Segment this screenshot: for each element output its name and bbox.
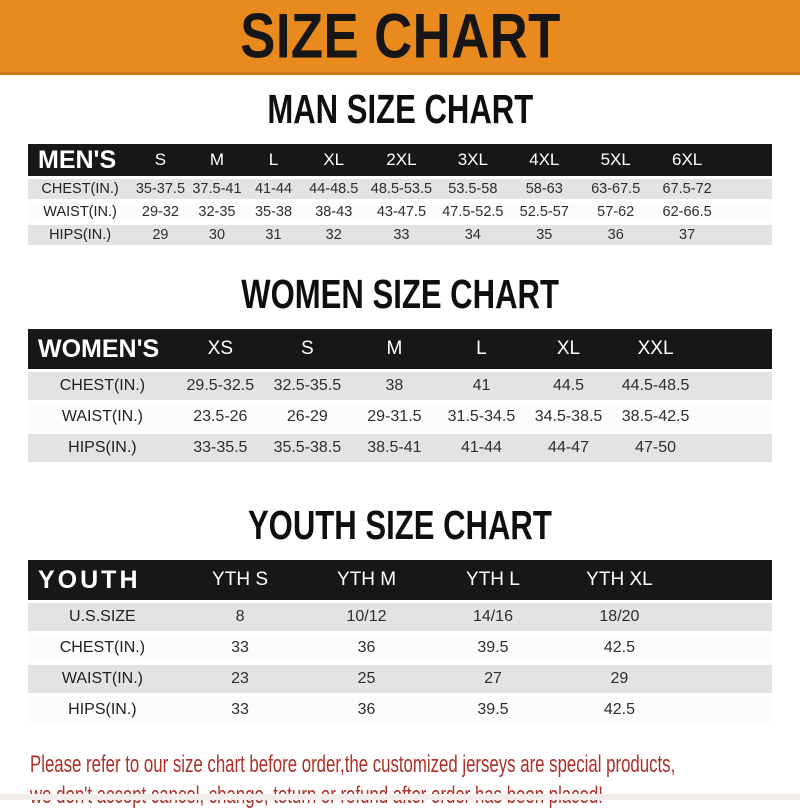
- empty-cell: [699, 403, 772, 431]
- size-value-cell: 44.5-48.5: [612, 372, 699, 400]
- size-value-cell: 8: [177, 603, 303, 631]
- order-disclaimer: [30, 749, 800, 811]
- size-value-cell: 32.5-35.5: [264, 372, 351, 400]
- size-value-cell: 10/12: [303, 603, 429, 631]
- size-value-cell: 47.5-52.5: [437, 202, 508, 222]
- size-column-header: S: [264, 329, 351, 369]
- youth-size-section: [0, 502, 800, 727]
- size-value-cell: 33-35.5: [177, 434, 264, 462]
- size-value-cell: 52.5-57: [509, 202, 580, 222]
- size-value-cell: 57-62: [580, 202, 651, 222]
- size-value-cell: 34: [437, 225, 508, 245]
- empty-cell: [723, 202, 772, 222]
- women-size-section: [0, 271, 800, 465]
- size-header-bar: [28, 560, 772, 600]
- size-column-header: 4XL: [509, 144, 580, 176]
- empty-cell: [683, 603, 772, 631]
- size-value-cell: 63-67.5: [580, 179, 651, 199]
- size-value-cell: 35.5-38.5: [264, 434, 351, 462]
- size-column-header: M: [189, 144, 246, 176]
- size-value-cell: 36: [303, 696, 429, 724]
- disclaimer-line-1: Please refer to our size chart before order,the customized jerseys are special products,: [30, 751, 676, 778]
- size-column-header: 6XL: [651, 144, 722, 176]
- size-value-cell: 44.5: [525, 372, 612, 400]
- size-value-cell: 43-47.5: [366, 202, 437, 222]
- size-value-cell: 29-32: [132, 202, 189, 222]
- table-group-label: YOUTH: [28, 560, 177, 600]
- measurement-row: [28, 696, 772, 724]
- measurement-row-label: HIPS(IN.): [28, 696, 177, 724]
- size-header-bar: [28, 144, 772, 176]
- empty-cell: [683, 665, 772, 693]
- size-value-cell: 32: [302, 225, 366, 245]
- empty-header-cell: [723, 144, 772, 176]
- size-value-cell: 18/20: [556, 603, 682, 631]
- empty-header-cell: [699, 329, 772, 369]
- size-value-cell: 58-63: [509, 179, 580, 199]
- size-value-cell: 53.5-58: [437, 179, 508, 199]
- empty-cell: [699, 434, 772, 462]
- size-column-header: 5XL: [580, 144, 651, 176]
- size-value-cell: 26-29: [264, 403, 351, 431]
- measurement-row-label: WAIST(IN.): [28, 665, 177, 693]
- women-size-table: [28, 326, 772, 465]
- size-column-header: XS: [177, 329, 264, 369]
- size-column-header: L: [245, 144, 302, 176]
- measurement-row: [28, 434, 772, 462]
- size-column-header: L: [438, 329, 525, 369]
- women-heading-text: WOMEN SIZE CHART: [241, 271, 559, 317]
- measurement-row: [28, 403, 772, 431]
- size-value-cell: 34.5-38.5: [525, 403, 612, 431]
- size-value-cell: 44-47: [525, 434, 612, 462]
- size-value-cell: 38-43: [302, 202, 366, 222]
- size-column-header: YTH S: [177, 560, 303, 600]
- size-value-cell: 36: [580, 225, 651, 245]
- size-value-cell: 36: [303, 634, 429, 662]
- size-value-cell: 23.5-26: [177, 403, 264, 431]
- size-value-cell: 35-38: [245, 202, 302, 222]
- measurement-row: [28, 202, 772, 222]
- size-value-cell: 44-48.5: [302, 179, 366, 199]
- empty-cell: [683, 696, 772, 724]
- size-value-cell: 23: [177, 665, 303, 693]
- size-value-cell: 33: [177, 696, 303, 724]
- man-section-heading: [0, 86, 800, 132]
- size-value-cell: 29-31.5: [351, 403, 438, 431]
- empty-header-cell: [683, 560, 772, 600]
- table-group-label: WOMEN'S: [28, 329, 177, 369]
- measurement-row-label: WAIST(IN.): [28, 403, 177, 431]
- measurement-row: [28, 634, 772, 662]
- size-column-header: YTH M: [303, 560, 429, 600]
- size-value-cell: 27: [430, 665, 556, 693]
- size-value-cell: 47-50: [612, 434, 699, 462]
- size-column-header: XL: [525, 329, 612, 369]
- measurement-row-label: U.S.SIZE: [28, 603, 177, 631]
- size-value-cell: 38.5-41: [351, 434, 438, 462]
- man-size-section: [0, 86, 800, 248]
- size-value-cell: 38: [351, 372, 438, 400]
- size-column-header: M: [351, 329, 438, 369]
- size-value-cell: 48.5-53.5: [366, 179, 437, 199]
- youth-size-table: [28, 557, 772, 727]
- size-value-cell: 31.5-34.5: [438, 403, 525, 431]
- measurement-row: [28, 665, 772, 693]
- empty-cell: [723, 179, 772, 199]
- size-value-cell: 14/16: [430, 603, 556, 631]
- size-value-cell: 29.5-32.5: [177, 372, 264, 400]
- size-value-cell: 41-44: [438, 434, 525, 462]
- measurement-row-label: WAIST(IN.): [28, 202, 132, 222]
- measurement-row-label: HIPS(IN.): [28, 225, 132, 245]
- bottom-edge-strip: [0, 794, 800, 800]
- size-value-cell: 32-35: [189, 202, 246, 222]
- size-value-cell: 39.5: [430, 696, 556, 724]
- size-chart-banner: [0, 0, 800, 75]
- measurement-row: [28, 603, 772, 631]
- size-value-cell: 41-44: [245, 179, 302, 199]
- size-value-cell: 35-37.5: [132, 179, 189, 199]
- size-column-header: 3XL: [437, 144, 508, 176]
- measurement-row-label: CHEST(IN.): [28, 372, 177, 400]
- size-value-cell: 25: [303, 665, 429, 693]
- size-value-cell: 67.5-72: [651, 179, 722, 199]
- women-section-heading: [0, 271, 800, 317]
- size-value-cell: 42.5: [556, 696, 682, 724]
- size-value-cell: 37.5-41: [189, 179, 246, 199]
- empty-cell: [699, 372, 772, 400]
- size-value-cell: 41: [438, 372, 525, 400]
- size-value-cell: 38.5-42.5: [612, 403, 699, 431]
- size-value-cell: 29: [132, 225, 189, 245]
- size-value-cell: 29: [556, 665, 682, 693]
- size-value-cell: 39.5: [430, 634, 556, 662]
- measurement-row: [28, 179, 772, 199]
- size-value-cell: 33: [177, 634, 303, 662]
- measurement-row-label: CHEST(IN.): [28, 179, 132, 199]
- size-value-cell: 35: [509, 225, 580, 245]
- size-value-cell: 31: [245, 225, 302, 245]
- size-value-cell: 62-66.5: [651, 202, 722, 222]
- size-column-header: YTH L: [430, 560, 556, 600]
- size-value-cell: 30: [189, 225, 246, 245]
- size-value-cell: 37: [651, 225, 722, 245]
- youth-heading-text: YOUTH SIZE CHART: [248, 502, 552, 548]
- man-size-table: [28, 141, 772, 248]
- table-group-label: MEN'S: [28, 144, 132, 176]
- size-column-header: 2XL: [366, 144, 437, 176]
- size-column-header: YTH XL: [556, 560, 682, 600]
- size-value-cell: 42.5: [556, 634, 682, 662]
- size-column-header: XXL: [612, 329, 699, 369]
- measurement-row: [28, 225, 772, 245]
- size-column-header: XL: [302, 144, 366, 176]
- size-value-cell: 33: [366, 225, 437, 245]
- banner-title: SIZE CHART: [239, 0, 561, 72]
- measurement-row-label: CHEST(IN.): [28, 634, 177, 662]
- empty-cell: [683, 634, 772, 662]
- size-header-bar: [28, 329, 772, 369]
- size-column-header: S: [132, 144, 189, 176]
- man-heading-text: MAN SIZE CHART: [267, 86, 533, 132]
- empty-cell: [723, 225, 772, 245]
- measurement-row-label: HIPS(IN.): [28, 434, 177, 462]
- youth-section-heading: [0, 502, 800, 548]
- measurement-row: [28, 372, 772, 400]
